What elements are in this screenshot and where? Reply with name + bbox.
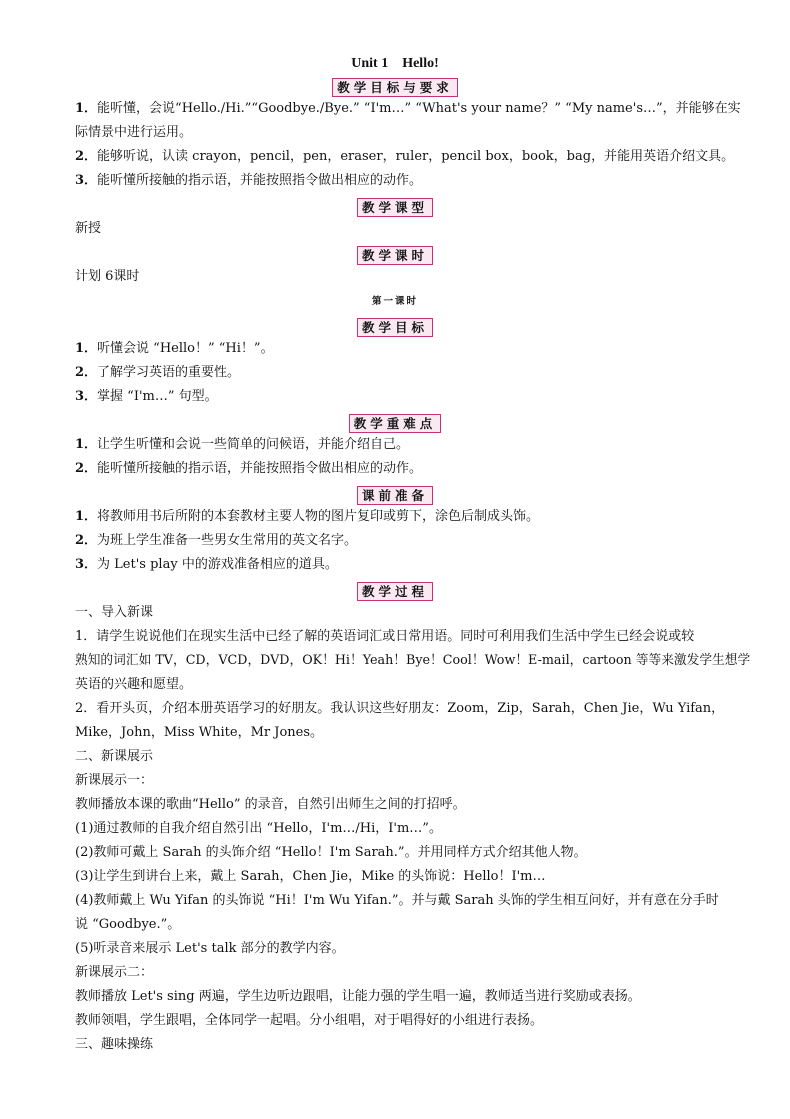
objective-item-3: 3．掌握 “I'm…” 句型。 xyxy=(75,389,218,404)
paragraph-line: 教师播放 Let's sing 两遍，学生边听边跟唱，让能力强的学生唱一遍，教师适当进行奖励或表扬。 xyxy=(75,989,641,1004)
list-item: (2)教师可戴上 Sarah 的头饰介绍 “Hello！I'm Sarah.”。并用同样方式介绍其他人物。 xyxy=(75,845,587,860)
paragraph-line: 教师播放本课的歌曲“Hello” 的录音，自然引出师生之间的打招呼。 xyxy=(75,797,466,812)
prep-item-1: 1．将教师用书后所附的本套教材主要人物的图片复印或剪下，涂色后制成头饰。 xyxy=(75,509,540,524)
section-heading-2: 二、新课展示 xyxy=(75,749,154,764)
goal-item-1-cont: 际情景中进行运用。 xyxy=(75,125,193,140)
paragraph-line: 1．请学生说说他们在现实生活中已经了解的英语词汇或日常用语。同时可利用我们生活中学生已经会说或较 xyxy=(75,629,695,644)
goal-item-1: 1．能听懂，会说“Hello./Hi.”“Goodbye./Bye.” “I'm…” “What's your name？” “My name's…”，并能够在实 xyxy=(75,101,741,116)
list-item: (1)通过教师的自我介绍自然引出 “Hello，I'm…/Hi，I'm…”。 xyxy=(75,821,442,836)
goal-item-3: 3．能听懂所接触的指示语，并能按照指令做出相应的动作。 xyxy=(75,173,423,188)
hours-text: 计划 6课时 xyxy=(75,269,140,284)
list-item-cont: 说 “Goodbye.”。 xyxy=(75,917,181,932)
objective-item-1: 1．听懂会说 “Hello！” “Hi！”。 xyxy=(75,341,274,356)
subheading-1: 新课展示一： xyxy=(75,773,154,788)
heading-hours: 教学课时 xyxy=(0,245,790,265)
paragraph-line: 英语的兴趣和愿望。 xyxy=(75,677,193,692)
prep-item-3: 3．为 Let's play 中的游戏准备相应的道具。 xyxy=(75,557,338,572)
paragraph-line: 2．看开头页，介绍本册英语学习的好朋友。我认识这些好朋友：Zoom，Zip，Sarah，Chen Jie，Wu Yifan， xyxy=(75,701,725,716)
type-text: 新授 xyxy=(75,221,102,236)
heading-objectives: 教学目标 xyxy=(0,317,790,337)
objective-item-2: 2．了解学习英语的重要性。 xyxy=(75,365,241,380)
period-label: 第一课时 xyxy=(371,296,418,307)
section-heading-1: 一、导入新课 xyxy=(75,605,154,620)
list-item: (4)教师戴上 Wu Yifan 的头饰说 “Hi！I'm Wu Yifan.”。并与戴 Sarah 头饰的学生相互问好，并有意在分手时 xyxy=(75,893,719,908)
heading-process: 教学过程 xyxy=(0,581,790,601)
heading-type: 教学课型 xyxy=(0,197,790,217)
heading-prep: 课前准备 xyxy=(0,485,790,505)
heading-keypoints: 教学重难点 xyxy=(0,413,790,433)
paragraph-line: 教师领唱，学生跟唱，全体同学一起唱。分小组唱，对于唱得好的小组进行表扬。 xyxy=(75,1013,544,1028)
paragraph-line: Mike，John，Miss White，Mr Jones。 xyxy=(75,725,324,740)
subheading-2: 新课展示二： xyxy=(75,965,154,980)
prep-item-2: 2．为班上学生准备一些男女生常用的英文名字。 xyxy=(75,533,358,548)
keypoint-item-2: 2．能听懂所接触的指示语，并能按照指令做出相应的动作。 xyxy=(75,461,423,476)
page-title: Unit 1 Hello! xyxy=(351,56,439,71)
list-item: (5)听录音来展示 Let's talk 部分的教学内容。 xyxy=(75,941,345,956)
heading-goals: 教学目标与要求 xyxy=(0,77,790,97)
paragraph-line: 熟知的词汇如 TV，CD，VCD，DVD，OK！Hi！Yeah！Bye！Cool！Wow！E-mail，cartoon 等等来激发学生想学 xyxy=(75,653,751,668)
section-heading-3: 三、趣味操练 xyxy=(75,1037,154,1052)
list-item: (3)让学生到讲台上来，戴上 Sarah，Chen Jie，Mike 的头饰说：Hello！I'm… xyxy=(75,869,546,884)
keypoint-item-1: 1．让学生听懂和会说一些简单的问候语，并能介绍自己。 xyxy=(75,437,410,452)
goal-item-2: 2．能够听说，认读 crayon，pencil，pen，eraser，ruler，pencil box，book，bag，并能用英语介绍文具。 xyxy=(75,149,735,164)
